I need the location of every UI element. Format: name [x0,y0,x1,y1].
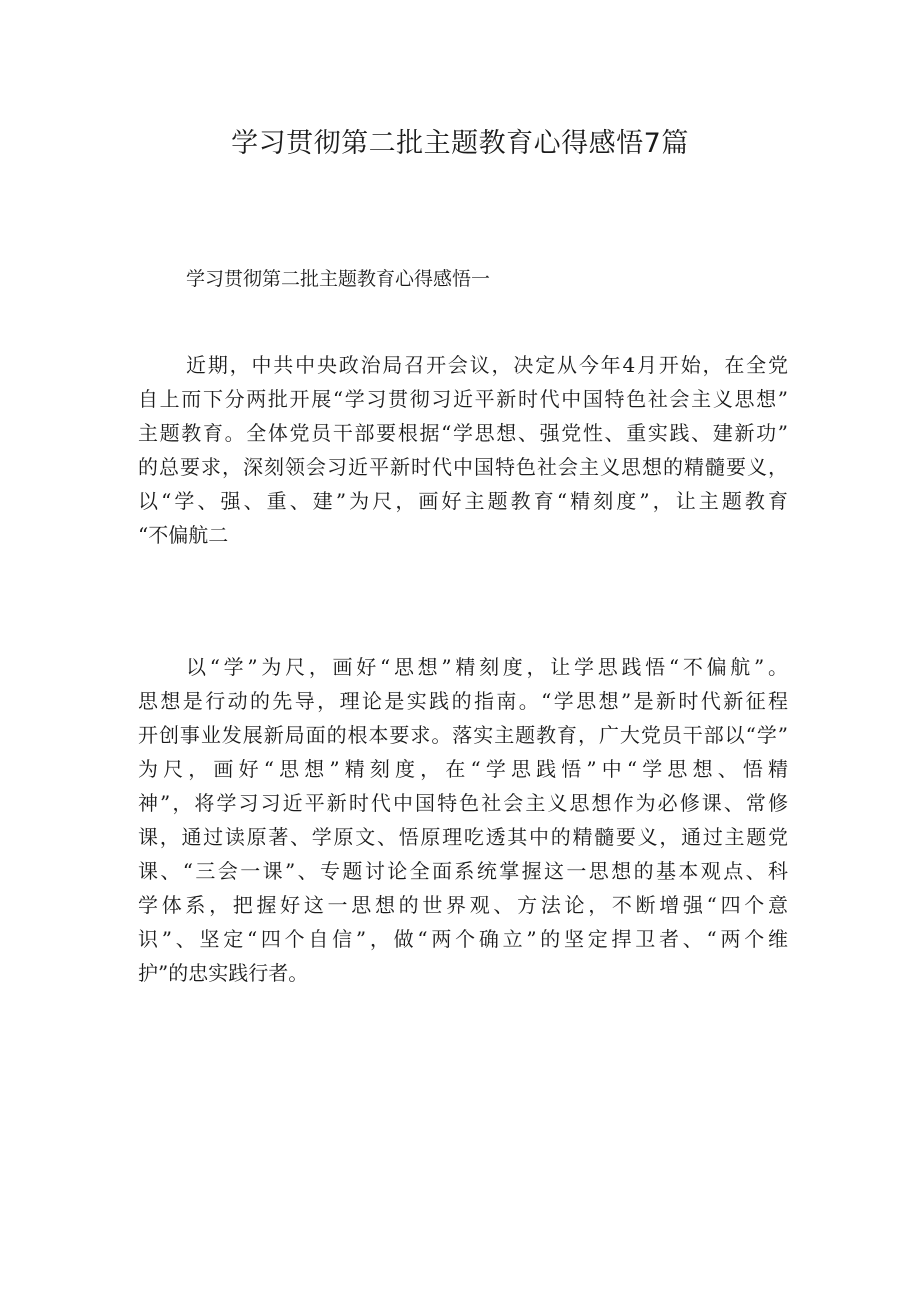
paragraph-line: 近期，中共中央政治局召开会议，决定从今年4月开始，在全党 [186,353,788,377]
document-title: 学习贯彻第二批主题教育心得感悟7篇 [231,128,689,159]
paragraph-line: 为尺，画好“思想”精刻度，在“学思践悟”中“学思想、悟精 [138,757,788,781]
paragraph-line: 识”、坚定“四个自信”，做“两个确立”的坚定捍卫者、“两个维 [138,927,788,951]
paragraph-line: 开创事业发展新局面的根本要求。落实主题教育，广大党员干部以“学” [138,723,788,747]
paragraph-line: 学体系，把握好这一思想的世界观、方法论，不断增强“四个意 [138,893,788,917]
paragraph-line: 自上而下分两批开展“学习贯彻习近平新时代中国特色社会主义思想” [138,387,788,411]
paragraph-line: 思想是行动的先导，理论是实践的指南。“学思想”是新时代新征程 [138,689,788,713]
paragraph-line: 以“学”为尺，画好“思想”精刻度，让学思践悟“不偏航”。 [186,655,788,679]
paragraph-1 [138,348,788,552]
paragraph-line: 以“学、强、重、建”为尺，画好主题教育“精刻度”，让主题教育 [138,489,788,513]
section-subtitle: 学习贯彻第二批主题教育心得感悟一 [186,268,491,290]
paragraph-2 [138,650,788,990]
paragraph-line: 神”，将学习习近平新时代中国特色社会主义思想作为必修课、常修 [138,791,788,815]
paragraph-line: 护”的忠实践行者。 [138,961,309,985]
paragraph-line: 课、“三会一课”、专题讨论全面系统掌握这一思想的基本观点、科 [138,859,788,883]
paragraph-line: 主题教育。全体党员干部要根据“学思想、强党性、重实践、建新功” [138,421,788,445]
paragraph-line: 的总要求，深刻领会习近平新时代中国特色社会主义思想的精髓要义， [138,455,788,479]
paragraph-line: 课，通过读原著、学原文、悟原理吃透其中的精髓要义，通过主题党 [138,825,788,849]
paragraph-line: “不偏航二 [138,523,229,547]
